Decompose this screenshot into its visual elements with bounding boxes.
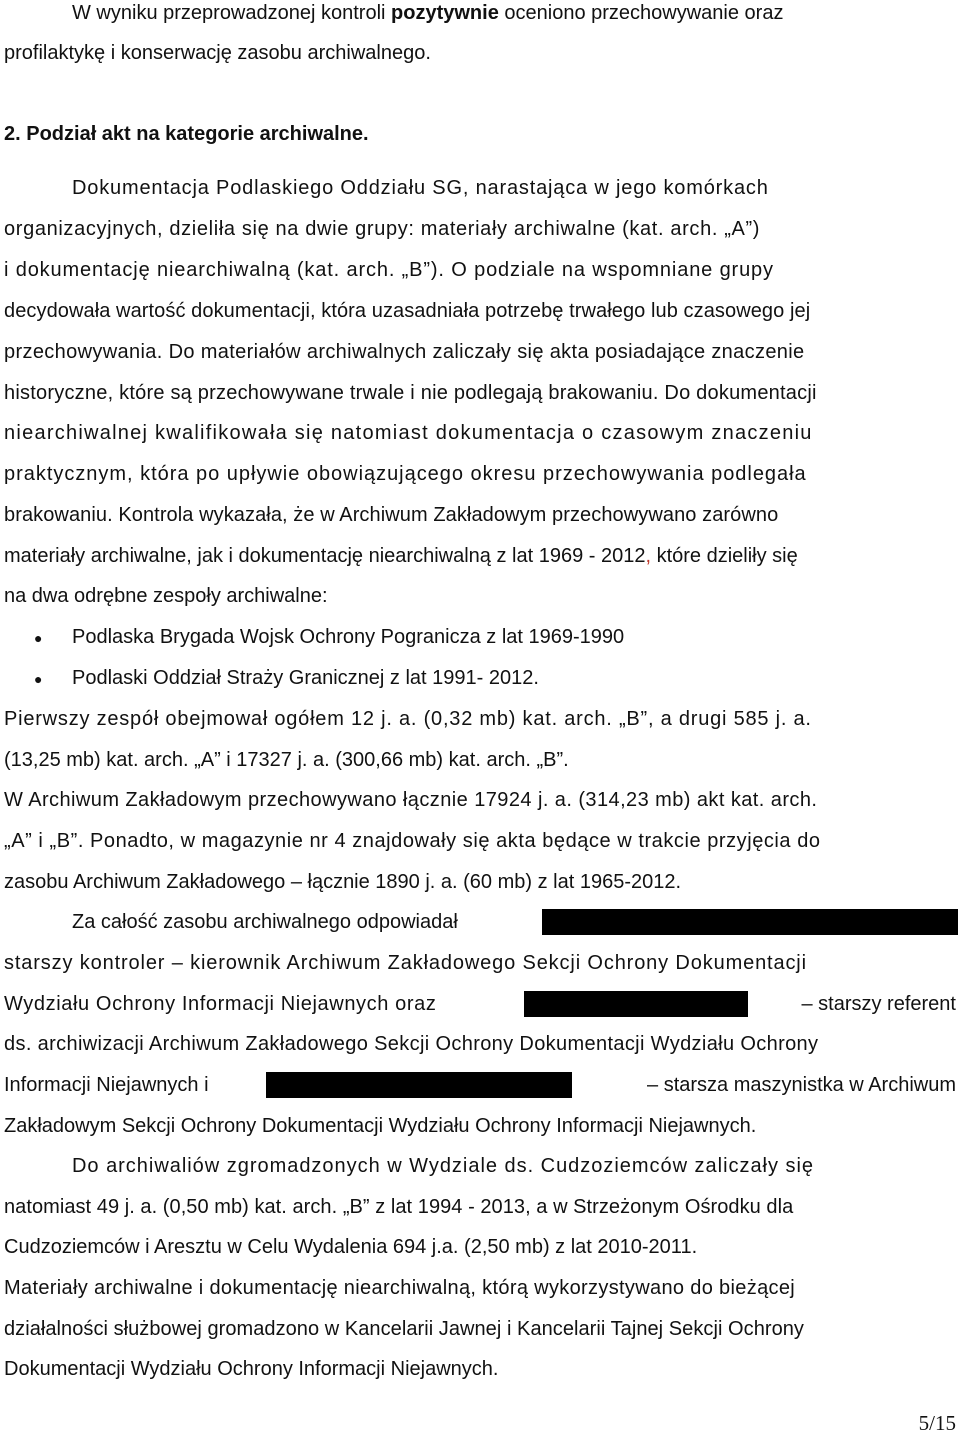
para-line: Materiały archiwalne i dokumentację niearchiwalną, którą wykorzystywano do bieżącej [4, 1277, 796, 1299]
intro-line-2: profilaktykę i konserwację zasobu archiwalnego. [4, 42, 431, 64]
page-number: 5/15 [918, 1411, 956, 1435]
para-line: historyczne, które są przechowywane trwale i nie podlegają brakowaniu. Do dokumentacji [4, 382, 817, 404]
para-line: ds. archiwizacji Archiwum Zakładowego Sekcji Ochrony Dokumentacji Wydziału Ochrony [4, 1033, 819, 1055]
para-line: zasobu Archiwum Zakładowego – łącznie 1890 j. a. (60 mb) z lat 1965-2012. [4, 871, 682, 893]
list-item: Podlaski Oddział Straży Granicznej z lat 1991- 2012. [72, 667, 539, 689]
redaction-block [524, 991, 748, 1017]
para-line: na dwa odrębne zespoły archiwalne: [4, 585, 328, 607]
para-line: W Archiwum Zakładowym przechowywano łącznie 17924 j. a. (314,23 mb) akt kat. arch. [4, 789, 818, 811]
para-line: Zakładowym Sekcji Ochrony Dokumentacji Wydziału Ochrony Informacji Niejawnych. [4, 1115, 757, 1137]
para-line: (13,25 mb) kat. arch. „A” i 17327 j. a. (300,66 mb) kat. arch. „B”. [4, 749, 569, 771]
para-line: natomiast 49 j. a. (0,50 mb) kat. arch. „B” z lat 1994 - 2013, a w Strzeżonym Ośrodku dla [4, 1196, 794, 1218]
para-line: Za całość zasobu archiwalnego odpowiadał [72, 910, 956, 934]
para-line: Dokumentacji Wydziału Ochrony Informacji Niejawnych. [4, 1358, 499, 1380]
para-line: praktycznym, która po upływie obowiązującego okresu przechowywania podlegała [4, 463, 807, 485]
highlighted-comma: , [645, 545, 652, 567]
para-line: i dokumentację niearchiwalną (kat. arch. „B”). O podziale na wspomniane grupy [4, 259, 774, 281]
para-line: „A” i „B”. Ponadto, w magazynie nr 4 znajdowały się akta będące w trakcie przyjęcia do [4, 830, 821, 852]
para-line: Do archiwaliów zgromadzonych w Wydziale ds. Cudzoziemców zaliczały się [72, 1155, 814, 1177]
para-line: brakowaniu. Kontrola wykazała, że w Archiwum Zakładowym przechowywano zarówno [4, 504, 779, 526]
para-line: niearchiwalnej kwalifikowała się natomiast dokumentacja o czasowym znaczeniu [4, 422, 813, 444]
intro-line-1: W wyniku przeprowadzonej kontroli pozytywnie oceniono przechowywanie oraz [72, 2, 784, 24]
bold-pozytywnie: pozytywnie [391, 2, 499, 24]
para-line: Wydziału Ochrony Informacji Niejawnych oraz – starszy referent [4, 993, 956, 1015]
para-line: Pierwszy zespół obejmował ogółem 12 j. a. (0,32 mb) kat. arch. „B”, a drugi 585 j. a. [4, 708, 812, 730]
bullet-icon: ● [34, 630, 43, 646]
para-line: Dokumentacja Podlaskiego Oddziału SG, narastająca w jego komórkach [72, 177, 769, 199]
para-line: starszy kontroler – kierownik Archiwum Zakładowego Sekcji Ochrony Dokumentacji [4, 952, 807, 974]
para-line: działalności służbowej gromadzono w Kancelarii Jawnej i Kancelarii Tajnej Sekcji Ochrony [4, 1318, 804, 1340]
redaction-block [266, 1072, 572, 1098]
para-line: Cudzoziemców i Aresztu w Celu Wydalenia 694 j.a. (2,50 mb) z lat 2010-2011. [4, 1236, 698, 1258]
bullet-icon: ● [34, 671, 43, 687]
para-line: materiały archiwalne, jak i dokumentację niearchiwalną z lat 1969 - 2012, które dzieliły się [4, 545, 798, 567]
para-line: organizacyjnych, dzieliła się na dwie grupy: materiały archiwalne (kat. arch. „A”) [4, 218, 761, 240]
para-line: Informacji Niejawnych i – starsza maszynistka w Archiwum [4, 1074, 956, 1096]
redaction-block [542, 909, 958, 935]
section-heading: 2. Podział akt na kategorie archiwalne. [4, 123, 369, 145]
para-line: przechowywania. Do materiałów archiwalnych zaliczały się akta posiadające znaczenie [4, 341, 805, 363]
list-item: Podlaska Brygada Wojsk Ochrony Pogranicza z lat 1969-1990 [72, 626, 625, 648]
para-line: decydowała wartość dokumentacji, która uzasadniała potrzebę trwałego lub czasowego jej [4, 300, 811, 322]
